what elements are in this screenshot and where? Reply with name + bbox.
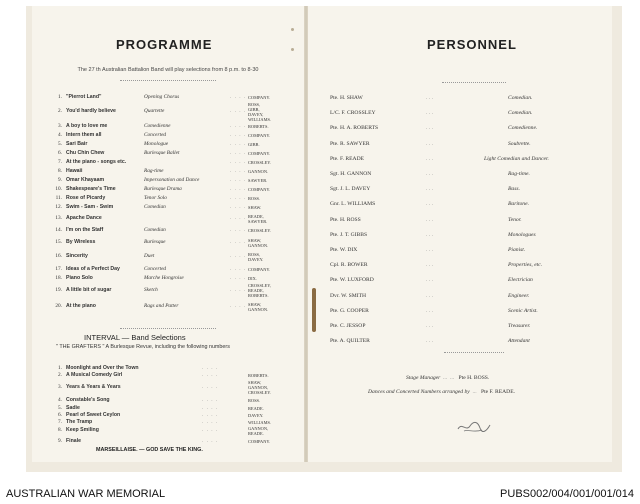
leader-dots: . . . . [230, 287, 247, 293]
leader-dots: . . . . [230, 159, 247, 165]
item-description: Monologue [144, 141, 169, 147]
leader-dots: . . . . [230, 94, 247, 100]
leader-dots: . . . . [202, 397, 219, 403]
performer-name: CROSSLEY, [248, 283, 271, 288]
person-role: Comedian. [508, 110, 533, 117]
personnel-entry [330, 245, 600, 255]
performer-name: COMPANY. [248, 95, 271, 100]
item-description: Burlesque Ballet [144, 150, 180, 156]
leader-dots: . . . [426, 125, 433, 132]
person-name: Dvr. W. SMITH [330, 292, 367, 299]
performer-name: ROSS. [248, 196, 261, 201]
person-role: Comedienne. [508, 125, 538, 132]
item-performers [248, 283, 271, 298]
performer-name: ROBERTS. [248, 293, 269, 298]
leader-dots: . . . . [230, 141, 247, 147]
item-performers [248, 380, 271, 395]
item-number: 11. [55, 195, 62, 201]
item-title: Chu Chin Chew [66, 150, 105, 156]
performer-name: READE. [248, 430, 264, 436]
person-name: Pte. R. SAWYER [330, 140, 370, 147]
person-role: Baritone. [508, 201, 529, 208]
leader-dots: . . . . [202, 405, 219, 411]
arranged-label: Dances and Concerted Numbers arranged by [368, 389, 470, 395]
item-number: 15. [55, 239, 62, 245]
staple-hole [291, 28, 294, 31]
item-title: Pearl of Sweet Ceylon [66, 412, 121, 418]
person-role: Properties, etc. [508, 262, 543, 269]
leader-dots: . . . [426, 277, 433, 284]
item-number: 12. [55, 204, 62, 210]
leader-dots: . . . . [230, 168, 247, 174]
stage-manager-line: Stage Manager ... ... Pte H. BOSS. [406, 375, 490, 381]
item-description: Concerted [144, 266, 167, 272]
performer-name: READE, [248, 213, 264, 219]
stage-manager-name: Pte H. BOSS. [458, 375, 490, 381]
personnel-entry [330, 184, 600, 194]
programme-item [52, 176, 284, 185]
staple-hole [291, 48, 294, 51]
item-title: Moonlight and Over the Town [66, 365, 139, 371]
performer-name: COMPANY. [248, 187, 271, 192]
item-number: 20. [55, 303, 62, 309]
programme-item [52, 140, 284, 149]
stage-manager-label: Stage Manager [406, 375, 441, 381]
performer-name: READE. [248, 406, 264, 411]
item-performers [248, 95, 270, 100]
leader-dots: . . . [426, 171, 433, 177]
leader-dots: . . . . [202, 412, 219, 418]
performer-name: GANNON, [248, 425, 269, 431]
leader-dots: . . . [426, 323, 433, 329]
item-performers [248, 302, 268, 312]
person-name: Pte. H. SHAW [330, 95, 363, 101]
person-role: Electrician [508, 277, 533, 284]
personnel-entry [330, 215, 600, 225]
divider [120, 80, 216, 81]
leader-dots: . . . . [202, 365, 219, 371]
programme-item [52, 185, 284, 194]
item-title: Intern them all [66, 132, 102, 138]
programme-item [52, 265, 284, 274]
leader-dots: . . . . [230, 204, 247, 210]
leader-dots: . . . [426, 307, 433, 314]
performer-name: DAVEY. [248, 413, 264, 418]
person-name: Pte. C. JESSOP [330, 323, 366, 329]
item-performers [248, 439, 270, 444]
item-title: Piano Solo [66, 275, 93, 281]
archive-caption-left: AUSTRALIAN WAR MEMORIAL [6, 488, 166, 500]
item-number: 7. [58, 159, 62, 165]
performer-name: SHAW, [248, 380, 262, 385]
item-performers [248, 252, 263, 262]
person-name: Pte. J. T. GIBBS [330, 231, 368, 238]
item-number: 1. [58, 94, 62, 100]
page-fold [304, 6, 308, 462]
performer-name: COMPANY. [248, 267, 271, 272]
item-description: Burlesque Drama [144, 186, 182, 192]
person-name: Pte. W. LUXFORD [330, 277, 374, 284]
item-title: Sari Bair [66, 141, 88, 147]
item-title: Omar Khayaam [66, 177, 105, 183]
revue-item [52, 371, 284, 380]
performer-name: SAWYER. [248, 218, 268, 224]
person-name: Gnr. L. WILLIAMS [330, 201, 376, 208]
staple [312, 288, 316, 332]
item-performers [248, 228, 271, 233]
leader-dots: . . . . [230, 186, 247, 192]
performer-name: WILLIAMS. [248, 116, 272, 122]
item-title: At the piano [66, 303, 96, 309]
performer-name: DAVEY. [248, 256, 264, 262]
item-performers [248, 151, 270, 156]
person-role: Soubrette. [508, 140, 531, 147]
leader-dots: . . . . [230, 150, 247, 156]
performer-name: WILLIAMS. [248, 420, 272, 425]
person-name: Pte. G. COOPER [330, 307, 369, 314]
leader-dots: . . . . [230, 303, 247, 309]
divider [120, 328, 216, 329]
performer-name: ROBERTS. [248, 124, 269, 129]
divider [442, 82, 506, 83]
revue-item [52, 380, 284, 395]
performer-name: SHAW. [248, 205, 262, 210]
item-performers [248, 420, 271, 425]
personnel-entry [330, 93, 600, 103]
programme-item [52, 194, 284, 203]
leader-dots: . . . . [230, 215, 247, 221]
leader-dots: . . . . [230, 275, 247, 281]
item-performers [248, 267, 270, 272]
leader-dots: . . . . [230, 177, 247, 183]
leader-dots: . . . [426, 247, 433, 253]
item-title: Years & Years & Years [66, 384, 121, 390]
performer-name: COMPANY. [248, 133, 271, 138]
item-description: Concerted [144, 132, 167, 138]
leader-dots: . . . [426, 95, 433, 101]
item-description: Quartette [144, 108, 165, 114]
personnel-entry [330, 275, 600, 285]
item-title: You'd hardly believe [66, 108, 116, 114]
person-role: Engineer. [508, 292, 530, 299]
item-performers [248, 169, 268, 174]
person-name: L/C. F. CROSSLEY [330, 110, 376, 117]
performer-name: ROSS, [248, 101, 261, 107]
person-role: Tenor. [508, 216, 522, 223]
item-title: By Wireless [66, 239, 96, 245]
item-title: Constable's Song [66, 397, 110, 403]
item-title: Shakespeare's Time [66, 186, 116, 192]
item-number: 5. [58, 141, 62, 147]
leader-dots: . . . [426, 338, 433, 345]
item-title: Sadie [66, 405, 80, 411]
item-title: The Tramp [66, 419, 93, 425]
item-performers [248, 178, 267, 183]
personnel-entry [330, 123, 600, 133]
item-number: 3. [58, 384, 62, 390]
archive-caption-right: PUBS002/004/001/001/014 [500, 488, 634, 500]
performer-name: READE, [248, 288, 264, 293]
item-number: 9. [58, 438, 62, 444]
performer-name: CROSSLEY. [248, 228, 271, 233]
arranged-line: Dances and Concerted Numbers arranged by ... Pte F. READE. [368, 389, 516, 395]
programme-item [52, 158, 284, 167]
performer-name: GANNON, [248, 385, 269, 390]
revue-item [52, 437, 284, 446]
personnel-entry [330, 291, 600, 301]
person-name: Pte. W. DIX [330, 247, 358, 253]
grafters-line: " THE GRAFTERS " A Burlesque Revue, including the following numbers [56, 344, 230, 350]
person-role: Comedian. [508, 95, 533, 101]
item-description: Duet [144, 253, 155, 259]
programme-item [52, 131, 284, 140]
programme-item [52, 252, 284, 261]
person-role: Attendant [508, 338, 530, 345]
leader-dots: . . . . [230, 253, 247, 259]
item-number: 4. [58, 397, 62, 403]
item-performers [248, 398, 260, 403]
item-number: 16. [55, 253, 62, 259]
arranged-name: Pte F. READE. [480, 389, 516, 395]
person-name: Sgt. J. L. DAVEY [330, 186, 371, 193]
revue-item [52, 426, 284, 435]
item-performers [248, 187, 270, 192]
programme-item [52, 203, 284, 212]
item-number: 8. [58, 427, 62, 433]
item-description: Comedian [144, 227, 166, 233]
item-title: A Musical Comedy Girl [66, 372, 123, 378]
item-number: 19. [55, 287, 62, 293]
personnel-entry [330, 260, 600, 270]
item-number: 14. [55, 227, 62, 233]
divider [444, 352, 504, 353]
item-performers [248, 426, 268, 436]
person-name: Pte. H. ROSS [330, 216, 361, 223]
personnel-entry [330, 321, 600, 331]
item-number: 17. [55, 266, 62, 272]
performer-name: SHAW, [248, 301, 262, 307]
performer-name: ROSS, [248, 251, 261, 257]
leader-dots: . . . [426, 186, 433, 193]
leader-dots: . . . [426, 140, 433, 147]
person-name: Pte. H. A. ROBERTS [330, 125, 379, 132]
leader-dots: . . . [426, 110, 433, 117]
performer-name: GANNON. [248, 306, 269, 312]
closing-line: MARSEILLAISE. — GOD SAVE THE KING. [96, 447, 203, 453]
leader-dots: . . . . [230, 132, 247, 138]
programme-item [52, 101, 284, 122]
performer-name: DIX. [248, 276, 257, 281]
item-title: Sincerity [66, 253, 88, 259]
item-number: 2. [58, 372, 62, 378]
item-number: 8. [58, 168, 62, 174]
programme-item [52, 302, 284, 311]
item-number: 7. [58, 419, 62, 425]
programme-heading: PROGRAMME [116, 37, 213, 52]
programme-item [52, 167, 284, 176]
item-title: Keep Smiling [66, 427, 99, 433]
personnel-entry [330, 230, 600, 240]
personnel-entry [330, 108, 600, 118]
item-performers [248, 373, 269, 378]
item-description: Impersonation and Dance [144, 177, 200, 183]
item-description: Burlesque [144, 239, 166, 245]
item-title: Finale [66, 438, 81, 444]
item-description: Rags and Patter [144, 303, 179, 309]
item-title: At the piano - songs etc. [66, 159, 127, 165]
leader-dots: . . . [426, 216, 433, 223]
item-performers [248, 160, 271, 165]
item-title: Ideas of a Perfect Day [66, 266, 120, 272]
leader-dots: . . . . [202, 438, 219, 444]
person-name: Cpl. R. BOWER [330, 262, 368, 269]
personnel-entry [330, 306, 600, 316]
item-description: Opening Chorus [144, 94, 180, 100]
item-title: I'm on the Staff [66, 227, 104, 233]
person-role: Treasurer. [508, 323, 531, 329]
person-role: Light Comedian and Dancer. [484, 155, 549, 162]
leader-dots: . . . . [230, 239, 247, 245]
monogram-flourish [456, 420, 492, 434]
leader-dots: . . . [426, 262, 433, 269]
item-number: 6. [58, 150, 62, 156]
performer-name: CROSSLEY. [248, 390, 271, 395]
item-number: 3. [58, 123, 62, 129]
programme-item [52, 122, 284, 131]
item-number: 1. [58, 365, 62, 371]
person-role: Bass. [508, 186, 520, 193]
performer-name: CROSSLEY. [248, 160, 271, 165]
item-performers [248, 276, 257, 281]
performer-name: DAVEY, [248, 111, 264, 117]
item-number: 6. [58, 412, 62, 418]
item-performers [248, 214, 267, 224]
programme-item [52, 274, 284, 283]
person-name: Sgt. H. GANNON [330, 171, 372, 177]
personnel-entry [330, 139, 600, 149]
interval-line: INTERVAL — Band Selections [84, 333, 186, 342]
person-name: Pte. F. READE [330, 155, 365, 162]
item-title: A little bit of sugar [66, 287, 112, 293]
performer-name: SAWYER. [248, 178, 268, 183]
item-number: 5. [58, 405, 62, 411]
programme-item [52, 149, 284, 158]
personnel-entry [330, 199, 600, 209]
leader-dots: . . . . [230, 227, 247, 233]
leader-dots: . . . . [202, 384, 219, 390]
item-number: 13. [55, 215, 62, 221]
item-performers [248, 205, 261, 210]
item-title: Apache Dance [66, 215, 102, 221]
performer-name: GANNON. [248, 169, 269, 174]
leader-dots: . . . . [202, 419, 219, 425]
item-title: A boy to love me [66, 123, 108, 129]
item-number: 2. [58, 108, 62, 114]
performer-name: GANNON. [248, 242, 269, 248]
leader-dots: . . . [426, 292, 433, 299]
personnel-entry [330, 154, 600, 164]
performer-name: ROBERTS. [248, 373, 269, 378]
programme-item [52, 226, 284, 235]
leader-dots: . . . [426, 231, 433, 238]
item-performers [248, 238, 268, 248]
leader-dots: . . . [426, 155, 433, 162]
leader-dots: . . . . [230, 108, 247, 114]
item-number: 10. [55, 186, 62, 192]
leader-dots: . . . . [230, 266, 247, 272]
performer-name: GIBB, [248, 106, 260, 112]
person-role: Pianist. [508, 247, 526, 253]
leader-dots: . . . . [202, 372, 219, 378]
performer-name: SHAW, [248, 237, 262, 243]
item-performers [248, 142, 260, 147]
leader-dots: . . . . [230, 123, 247, 129]
programme-item [52, 283, 284, 298]
item-description: Sketch [144, 287, 158, 293]
programme-item [52, 214, 284, 223]
item-title: Hawaii [66, 168, 83, 174]
item-number: 9. [58, 177, 62, 183]
item-number: 18. [55, 275, 62, 281]
person-role: Rag-time. [508, 171, 530, 177]
item-description: Marche Hongroise [144, 275, 184, 281]
personnel-entry [330, 336, 600, 346]
item-title: Swim - Sam - Swim [66, 204, 114, 210]
item-performers [248, 124, 269, 129]
item-description: Comedienne [144, 123, 171, 129]
performer-name: GIBB. [248, 142, 260, 147]
item-performers [248, 196, 260, 201]
person-role: Monologues [508, 231, 536, 238]
leader-dots: . . . . [230, 195, 247, 201]
performer-name: ROSS. [248, 398, 261, 403]
person-role: Scenic Artist. [508, 307, 538, 314]
performer-name: COMPANY. [248, 151, 271, 156]
item-description: Comedian [144, 204, 166, 210]
performer-name: COMPANY. [248, 439, 271, 444]
item-performers [248, 133, 270, 138]
leader-dots: . . . [426, 201, 433, 208]
item-description: Rag-time [144, 168, 164, 174]
leader-dots: . . . . [202, 427, 219, 433]
item-performers [248, 102, 271, 122]
programme-item [52, 238, 284, 247]
personnel-entry [330, 169, 600, 179]
item-description: Tenor Solo [144, 195, 167, 201]
item-title: Rose of Picardy [66, 195, 106, 201]
person-name: Pte. A. QUILTER [330, 338, 370, 345]
item-number: 4. [58, 132, 62, 138]
personnel-heading: PERSONNEL [427, 37, 517, 52]
programme-subtitle: The 27 th Australian Battalion Band will play selections from 8 p.m. to 8·30 [77, 67, 259, 73]
item-title: "Pierrot Land" [66, 94, 102, 100]
